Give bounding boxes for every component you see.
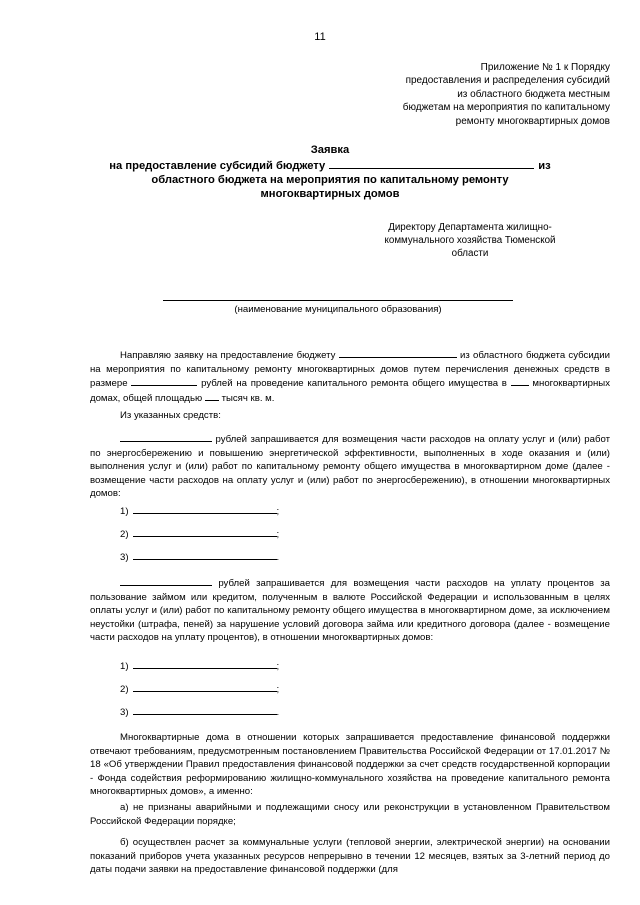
requirement-a (90, 801, 610, 828)
addressee (370, 221, 570, 260)
addressee-line: области (451, 248, 489, 259)
budget-field[interactable] (339, 348, 457, 358)
text: тысяч кв. м. (221, 392, 275, 404)
amount-field[interactable] (131, 376, 197, 386)
text: Из указанных средств: (120, 410, 221, 421)
item-end: . (276, 707, 280, 718)
appendix-header (360, 61, 610, 128)
text: рублей запрашивается для возмещения части расходов на оплату услуг и (или) работ по энергосбережению и повышению энергетической эффективности, выполненных в ходе оказания и (или) выполнения услуг и (или) работ по капитальному ремонту общего имущества в многоквартирном доме (далее - возмещение части расходов на оплату услуг и (или) работ по энергосбережению), в отношении многоквартирных домов: (90, 434, 610, 500)
list-item (120, 659, 279, 673)
title-text: на предоставление субсидий бюджету (109, 160, 326, 172)
item-number: 2) (120, 529, 129, 540)
title-line: многоквартирных домов (260, 188, 400, 200)
houses-count-field[interactable] (511, 376, 529, 386)
item-end: . (276, 552, 280, 563)
requirements-paragraph (90, 731, 610, 799)
text: многоквартирных домах, общей площадью (90, 378, 611, 404)
list-item (120, 682, 279, 696)
text: рублей на проведение капитального ремонта общего имущества в (201, 378, 507, 390)
item-end: ; (276, 661, 280, 672)
house-field[interactable] (133, 504, 277, 514)
title-line (60, 157, 600, 173)
text: Многоквартирные дома в отношении которых запрашивается предоставление финансовой поддержки отвечают требованиям, предусмотренным постановлением Правительства Российской Федерации от 17.01.2017 № 18 «Об утверждении Правил предоставления финансовой поддержки за счет средств государственной корпорации - Фонда содействия реформированию жилищно-коммунального хозяйства на проведение капитального ремонта многоквартирных домов», а именно: (90, 732, 610, 798)
appendix-line: ремонту многоквартирных домов (455, 115, 610, 127)
item-end: ; (276, 529, 280, 540)
item-end: ; (276, 506, 280, 517)
house-field[interactable] (133, 705, 277, 715)
house-field[interactable] (133, 659, 277, 669)
energy-saving-paragraph (90, 432, 610, 501)
municipality-name-field[interactable] (163, 300, 513, 301)
budget-name-field[interactable] (329, 157, 534, 169)
item-number: 1) (120, 506, 129, 517)
page-number: 11 (314, 31, 326, 43)
title-text: из (538, 160, 551, 172)
addressee-line: Директору Департамента жилищно- (388, 222, 552, 233)
item-number: 3) (120, 552, 129, 563)
appendix-line: из областного бюджета местным (457, 88, 610, 100)
municipality-caption: (наименование муниципального образования) (234, 304, 442, 315)
item-number: 2) (120, 684, 129, 695)
request-paragraph (90, 348, 610, 405)
interest-amount-field[interactable] (120, 576, 212, 586)
text: из областного бюджета субсидии на мероприятия по капитальному ремонту многоквартирных домов путем перечисления денежных средств в размере (90, 350, 610, 390)
list-item (120, 504, 279, 518)
item-number: 1) (120, 661, 129, 672)
appendix-line: бюджетам на мероприятия по капитальному (402, 102, 610, 114)
text: а) не признаны аварийными и подлежащими сносу или реконструкции в установленном Правительством Российской Федерации порядке; (90, 802, 610, 827)
interest-paragraph (90, 576, 610, 645)
list-item (120, 550, 279, 564)
house-field[interactable] (133, 527, 277, 537)
funds-intro (90, 409, 610, 423)
house-field[interactable] (133, 550, 277, 560)
text: рублей запрашивается для возмещения части расходов на уплату процентов за пользование займом или кредитом, полученным в валюте Российской Федерации и использованным в целях оплаты услуг и (или) работ по капитальному ремонту общего имущества в многоквартирном доме, за исключением неустойки (штрафа, пеней) за нарушение условий договора займа или кредитного договора (далее - возмещение части расходов на уплату процентов), в отношении многоквартирных домов: (90, 578, 610, 644)
appendix-line: Приложение № 1 к Порядку (480, 62, 610, 73)
addressee-line: коммунального хозяйства Тюменской (384, 235, 556, 246)
title-line: Заявка (310, 144, 350, 156)
list-item (120, 527, 279, 541)
area-field[interactable] (205, 391, 219, 401)
requirement-b (90, 836, 610, 877)
appendix-line: предоставления и распределения субсидий (405, 75, 610, 87)
energy-amount-field[interactable] (120, 432, 212, 442)
title-line: областного бюджета на мероприятия по капитальному ремонту (151, 174, 509, 186)
house-field[interactable] (133, 682, 277, 692)
text: Направляю заявку на предоставление бюджету (120, 350, 336, 361)
text: б) осуществлен расчет за коммунальные услуги (тепловой энергии, электрической энергии) на основании показаний приборов учета указанных ресурсов непрерывно в течении 12 месяцев, взятых за 3-летний период до даты подачи заявки на предоставление финансовой поддержки (для (90, 837, 610, 876)
item-end: ; (276, 684, 280, 695)
item-number: 3) (120, 707, 129, 718)
list-item (120, 705, 279, 719)
document-title (60, 143, 600, 201)
